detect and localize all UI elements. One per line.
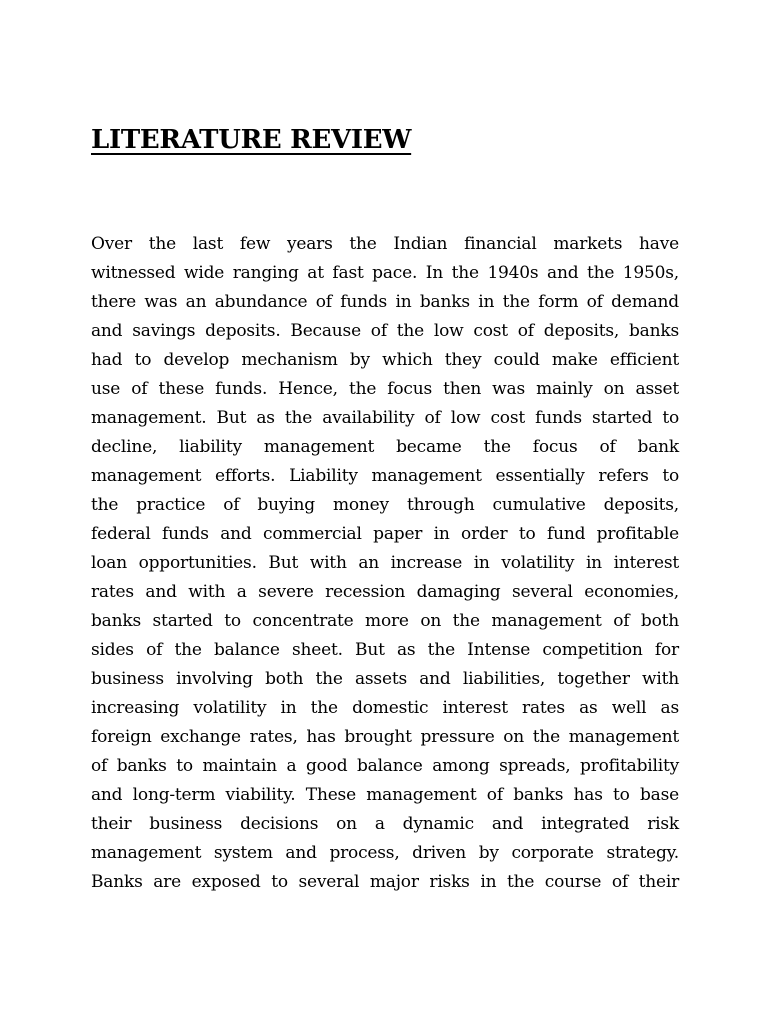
paragraph-line: Banks are exposed to several major risks in the course of their [91, 872, 679, 892]
paragraph-line: use of these funds. Hence, the focus then was mainly on asset [91, 379, 679, 399]
paragraph-line: and long-term viability. These management of banks has to base [91, 785, 679, 805]
paragraph-line: increasing volatility in the domestic interest rates as well as [91, 698, 679, 718]
paragraph-line: decline, liability management became the focus of bank [91, 437, 679, 457]
paragraph-line: banks started to concentrate more on the management of both [91, 611, 679, 631]
paragraph-line: the practice of buying money through cumulative deposits, [91, 495, 679, 515]
paragraph-line: there was an abundance of funds in banks in the form of demand [91, 292, 679, 312]
paragraph-line: business involving both the assets and liabilities, together with [91, 669, 679, 689]
paragraph-line: their business decisions on a dynamic and integrated risk [91, 814, 679, 834]
paragraph-line: witnessed wide ranging at fast pace. In the 1940s and the 1950s, [91, 263, 679, 283]
paragraph-line: management system and process, driven by corporate strategy. [91, 843, 679, 863]
paragraph-line: of banks to maintain a good balance among spreads, profitability [91, 756, 679, 776]
paragraph-line: management efforts. Liability management essentially refers to [91, 466, 679, 486]
paragraph-line: and savings deposits. Because of the low cost of deposits, banks [91, 321, 679, 341]
paragraph-line: foreign exchange rates, has brought pressure on the management [91, 727, 679, 747]
body-paragraph [91, 230, 679, 897]
paragraph-line: had to develop mechanism by which they could make efficient [91, 350, 679, 370]
paragraph-line: sides of the balance sheet. But as the Intense competition for [91, 640, 679, 660]
paragraph-line: loan opportunities. But with an increase in volatility in interest [91, 553, 679, 573]
paragraph-line: Over the last few years the Indian financial markets have [91, 234, 679, 254]
page-heading: LITERATURE REVIEW [91, 125, 412, 155]
paragraph-line: rates and with a severe recession damaging several economies, [91, 582, 679, 602]
paragraph-line: management. But as the availability of low cost funds started to [91, 408, 679, 428]
paragraph-line: federal funds and commercial paper in order to fund profitable [91, 524, 679, 544]
